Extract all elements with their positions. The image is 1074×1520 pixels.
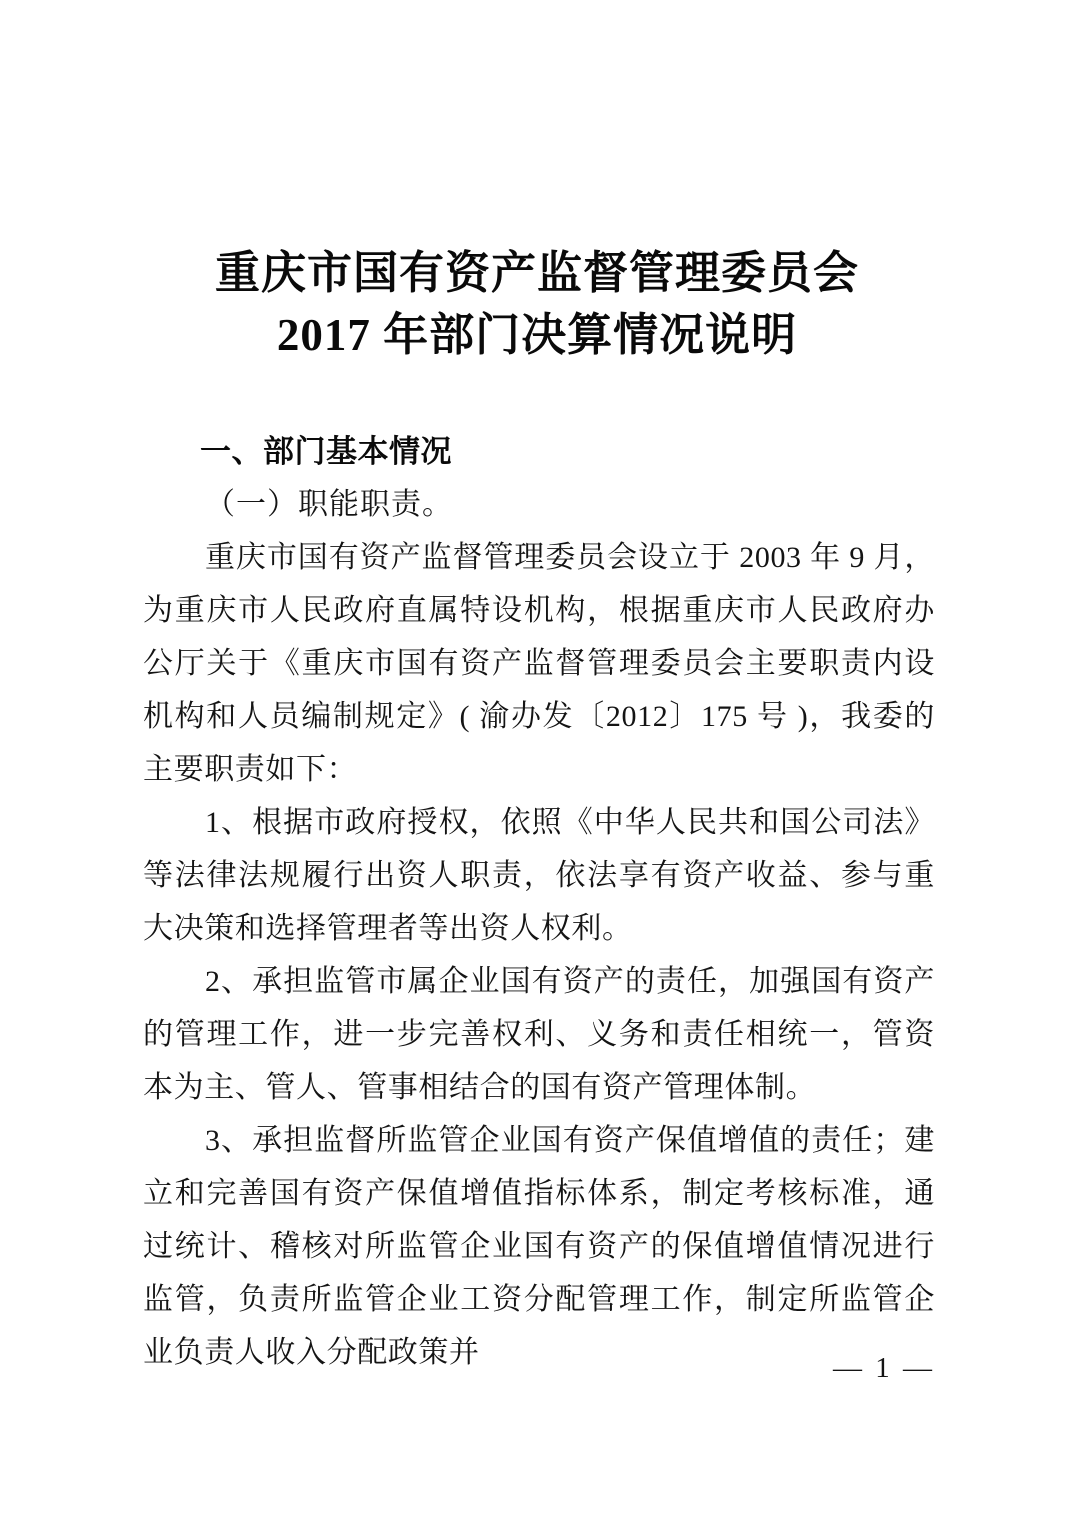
document-title [0, 242, 1074, 366]
paragraph-duty-2: 2、承担监管市属企业国有资产的责任，加强国有资产的管理工作，进一步完善权利、义务和责任相统一，管资本为主、管人、管事相结合的国有资产管理体制。 [143, 965, 935, 1104]
subsection-heading-duties: （一）职能职责。 [205, 488, 453, 521]
page-footer [0, 1352, 935, 1385]
document-title-line-2: 2017 年部门决算情况说明 [276, 310, 798, 360]
section-heading-basic-info: 一、部门基本情况 [200, 434, 452, 469]
document-title-line-1: 重庆市国有资产监督管理委员会 [214, 248, 859, 298]
paragraph-establishment: 重庆市国有资产监督管理委员会设立于 2003 年 9 月，为重庆市人民政府直属特设机构，根据重庆市人民政府办公厅关于《重庆市国有资产监督管理委员会主要职责内设机构和人员编制规定》( 渝办发〔2012〕175 号 )，我委的主要职责如下： [143, 541, 935, 786]
document-body [143, 425, 935, 1379]
paragraph-duty-3: 3、承担监督所监管企业国有资产保值增值的责任；建立和完善国有资产保值增值指标体系，制定考核标准，通过统计、稽核对所监管企业国有资产的保值增值情况进行监管，负责所监管企业工资分配管理工作，制定所监管企业负责人收入分配政策并 [143, 1124, 935, 1369]
page-number: — 1 — [833, 1352, 935, 1384]
paragraph-duty-1: 1、根据市政府授权，依照《中华人民共和国公司法》等法律法规履行出资人职责，依法享有资产收益、参与重大决策和选择管理者等出资人权利。 [143, 806, 935, 945]
